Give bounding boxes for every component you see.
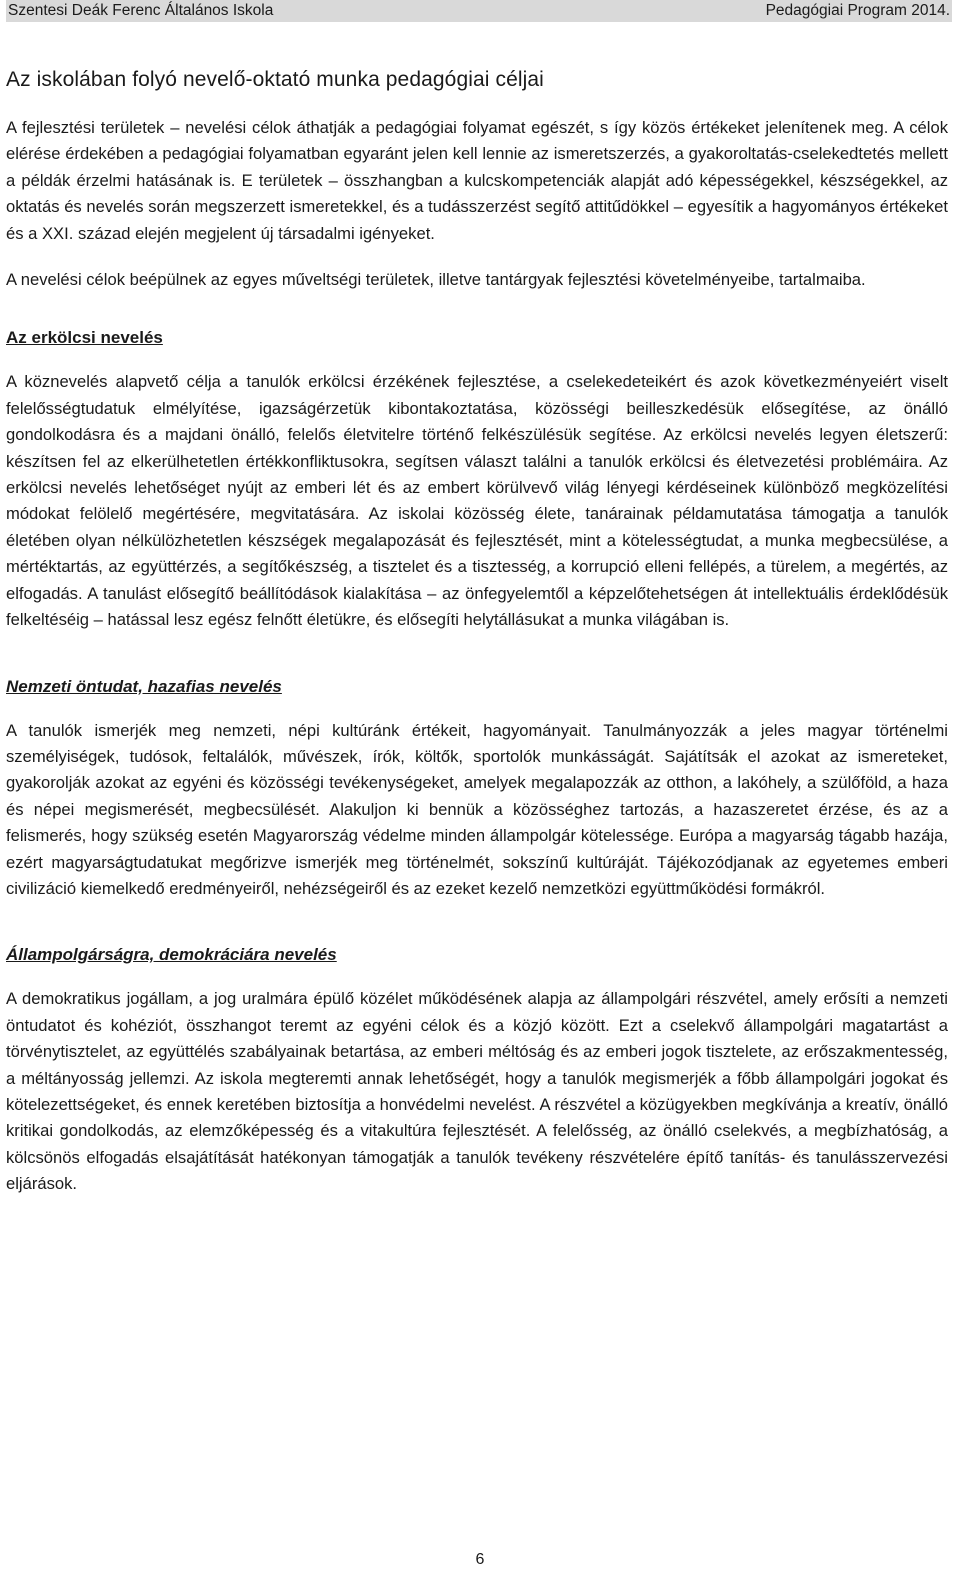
page-content bbox=[6, 66, 948, 1218]
page-header bbox=[6, 0, 952, 22]
section-heading-citizenship: Állampolgárságra, demokráciára nevelés bbox=[6, 945, 337, 965]
intro-paragraph: A fejlesztési területek – nevelési célok áthatják a pedagógiai folyamat egészét, s így közös értékeket jelenítenek meg. A célok elérése érdekében a pedagógiai folyamatban egyaránt jelen kell lennie az ismeretszerzés, a gyakoroltatás-cselekedtetés mellett a példák érzelmi hatásának is. E területek – összhangban a kulcskompetenciák alapját adó képességekkel, készségekkel, az oktatás és nevelés során megszerzett ismeretekkel, és a tudásszerzést segítő attitűdökkel – egyesítik a hagyományos értékeket és a XXI. század elején megjelent új társadalmi igényeket. bbox=[6, 118, 948, 243]
intro-paragraph: A nevelési célok beépülnek az egyes műveltségi területek, illetve tantárgyak fejlesztési követelményeibe, tartalmaiba. bbox=[6, 270, 866, 290]
section-heading-national-identity: Nemzeti öntudat, hazafias nevelés bbox=[6, 676, 282, 696]
section-paragraph: A köznevelés alapvető célja a tanulók erkölcsi érzékének fejlesztése, a cselekedeteikért és azok következményeiért viselt felelősségtudatuk elmélyítése, igazságérzetük kibontakoztatása, közösségi beilleszkedésük elősegítése, az önálló gondolkodásra és a majdani önálló, felelős életvitelre történő felkészülésük segítése. Az erkölcsi nevelés legyen életszerű: készítsen fel az elkerülhetetlen értékkonfliktusokra, segítsen választ találni a tanulók erkölcsi és életvezetési problémáira. Az erkölcsi nevelés lehetőséget nyújt az emberi lét és az embert körülvevő világ lényegi kérdéseinek különböző megközelítési módokat felölelő megértésére, megvitatására. Az iskolai közösség élete, tanárainak példamutatása támogatja a tanulók életében olyan nélkülözhetetlen készségek megalapozását és fejlesztését, mint a kötelességtudat, a munka megbecsülése, a mértéktartás, az együttérzés, a segítőkészség, a tisztelet és a tisztesség, a korrupció elleni fellépés, a türelem, a megértés, az elfogadás. A tanulást elősegítő beállítódások kialakítása – az önfegyelemtől a képzelőtehetségen át intellektuális érdeklődésük felkeltéséig – hatással lesz egész felnőtt életükre, és elősegíti helytállásukat a munka világában is. bbox=[6, 372, 948, 630]
section-heading-moral-education: Az erkölcsi nevelés bbox=[6, 328, 163, 348]
header-document-title: Pedagógiai Program 2014. bbox=[765, 2, 950, 19]
page-title: Az iskolában folyó nevelő-oktató munka pedagógiai céljai bbox=[6, 68, 544, 91]
header-school-name: Szentesi Deák Ferenc Általános Iskola bbox=[8, 2, 274, 19]
page-number: 6 bbox=[475, 1551, 485, 1568]
section-paragraph: A tanulók ismerjék meg nemzeti, népi kultúránk értékeit, hagyományait. Tanulmányozzák a jeles magyar történelmi személyiségek, tudósok, feltalálók, művészek, írók, költők, sportolók munkásságát. Sajátítsák el azokat az ismereteket, gyakorolják azokat az egyéni és közösségi tevékenységeket, amelyek megalapozzák az otthon, a lakóhely, a szülőföld, a haza és népei megismerését, megbecsülését. Alakuljon ki bennük a közösséghez tartozás, a hazaszeretet érzése, és az a felismerés, hogy szükség esetén Magyarország védelme minden állampolgár kötelessége. Európa a magyarság tágabb hazája, ezért magyarságtudatukat megőrizve ismerjék meg történelmét, sokszínű kultúráját. Tájékozódjanak az egyetemes emberi civilizáció kiemelkedő eredményeiről, nehézségeiről és az ezeket kezelő nemzetközi együttműködési formákról. bbox=[6, 720, 948, 898]
section-paragraph: A demokratikus jogállam, a jog uralmára épülő közélet működésének alapja az állampolgári részvétel, amely erősíti a nemzeti öntudatot és kohéziót, összhangot teremt az egyéni célok és a közjó között. Ezt a cselekvő állampolgári magatartást a törvénytisztelet, az együttélés szabályainak betartása, az emberi méltóság és az emberi jogok tisztelete, az erőszakmentesség, a méltányosság jellemzi. Az iskola megteremti annak lehetőségét, hogy a tanulók megismerjék a főbb állampolgári jogokat és kötelezettségeket, és ennek keretében biztosítja a honvédelmi nevelést. A részvétel a közügyekben megkívánja a kreatív, önálló kritikai gondolkodás, az elemzőképesség és a vitakultúra fejlesztését. A felelősség, az önálló cselekvés, a megbízhatóság, a kölcsönös elfogadás elsajátítását hatékonyan támogatják a tanulók tevékeny részvételére építő tanítás- és tanulásszervezési eljárások. bbox=[6, 989, 948, 1194]
